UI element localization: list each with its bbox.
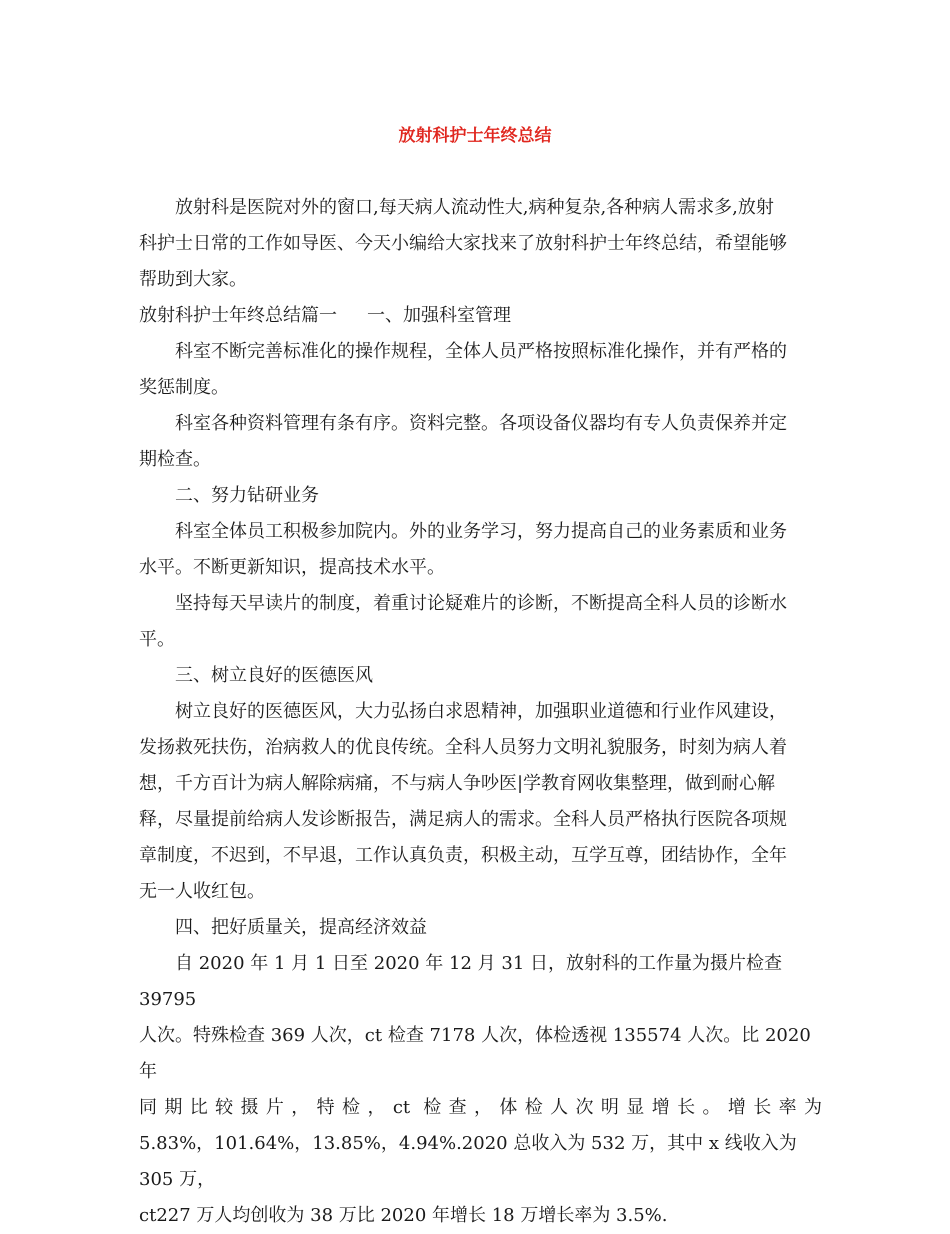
section-heading: 一、加强科室管理 [367,305,511,326]
paragraph-line: 奖惩制度。 [139,377,229,398]
paragraph-line: ct227 万人均创收为 38 万比 2020 年增长 18 万增长率为 3.5%. [139,1205,668,1226]
section-heading-row [139,298,822,334]
paragraph-line: 平。 [139,629,175,650]
document-body [139,190,822,1234]
document-title: 放射科护士年终总结 [398,126,552,146]
paragraph-line: 想，千方百计为病人解除病痛，不与病人争吵医|学教育网收集整理，做到耐心解 [139,773,776,794]
paragraph-line: 坚持每天早读片的制度，着重讨论疑难片的诊断，不断提高全科人员的诊断水 [175,593,787,614]
paragraph-line: 科室全体员工积极参加院内。外的业务学习，努力提高自己的业务素质和业务 [175,521,787,542]
intro-line: 帮助到大家。 [139,269,247,290]
paragraph-line: 自 2020 年 1 月 1 日至 2020 年 12 月 31 日，放射科的工作量为摄片检查 39795 [139,953,782,1010]
section-heading: 三、树立良好的医德医风 [175,665,373,686]
part-label: 放射科护士年终总结篇一 [139,305,337,326]
paragraph-line: 章制度，不迟到，不早退，工作认真负责，积极主动，互学互尊，团结协作，全年 [139,845,787,866]
paragraph-line: 释，尽量提前给病人发诊断报告，满足病人的需求。全科人员严格执行医院各项规 [139,809,787,830]
section-heading: 四、把好质量关，提高经济效益 [175,917,427,938]
paragraph-line: 期检查。 [139,449,211,470]
intro-line: 放射科是医院对外的窗口,每天病人流动性大,病种复杂,各种病人需求多,放射 [175,197,774,218]
paragraph-line: 树立良好的医德医风，大力弘扬白求恩精神，加强职业道德和行业作风建设， [175,701,787,722]
section-heading: 二、努力钻研业务 [175,485,319,506]
paragraph-line: 水平。不断更新知识，提高技术水平。 [139,557,445,578]
paragraph-line: 无一人收红包。 [139,881,265,902]
paragraph-line: 人次。特殊检查 369 人次，ct 检查 7178 人次，体检透视 135574 人次。比 2020 年 [139,1025,811,1082]
intro-line: 科护士日常的工作如导医、今天小编给大家找来了放射科护士年终总结，希望能够 [139,233,787,254]
paragraph-line: 科室各种资料管理有条有序。资料完整。各项设备仪器均有专人负责保养并定 [175,413,787,434]
paragraph-line: 科室不断完善标准化的操作规程，全体人员严格按照标准化操作，并有严格的 [175,341,787,362]
paragraph-line: 5.83%，101.64%，13.85%，4.94%.2020 总收入为 532 万，其中 x 线收入为 305 万， [139,1133,797,1190]
paragraph-line: 发扬救死扶伤，治病救人的优良传统。全科人员努力文明礼貌服务，时刻为病人着 [139,737,787,758]
paragraph-line: 同期比较摄片，特检，ct 检查，体检人次明显增长。增长率为 [139,1097,822,1118]
